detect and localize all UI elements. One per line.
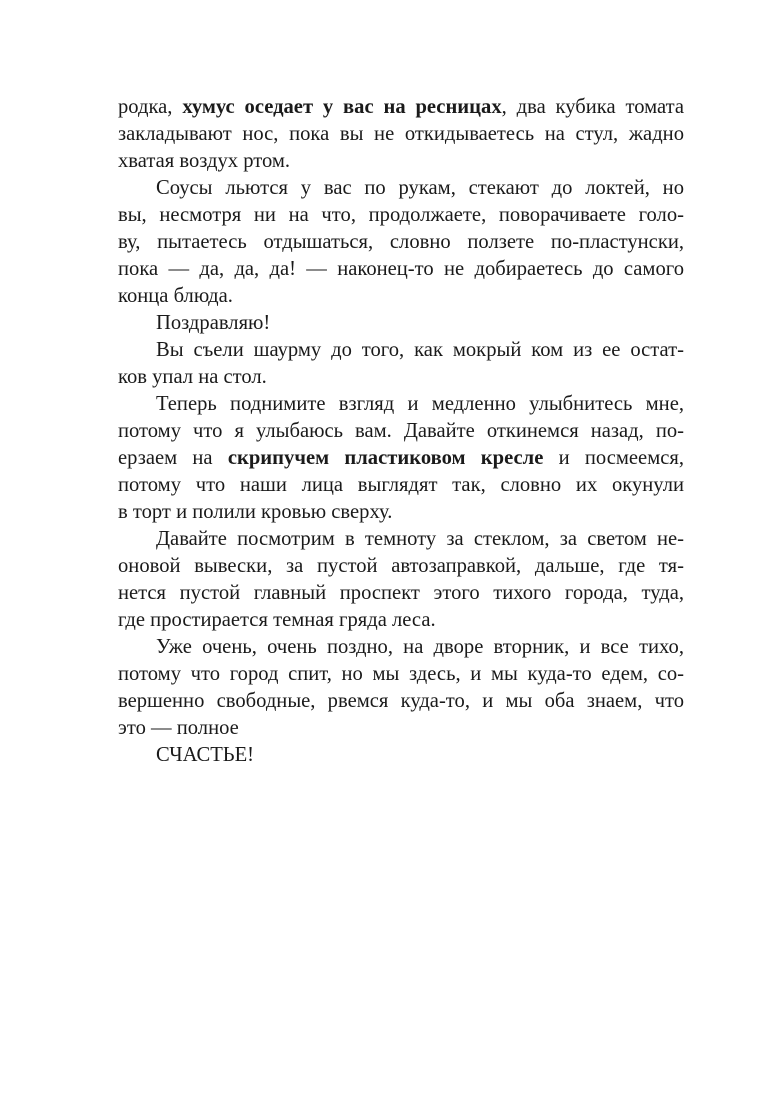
text-line-p1-l2 — [118, 121, 684, 148]
text-segment: Давайте посмотрим в темноту за стеклом, за светом не- — [156, 528, 684, 550]
text-segment: где простирается темная гряда леса. — [118, 609, 436, 631]
text-line-p2-l2 — [118, 202, 684, 229]
text-line-p2-l3 — [118, 229, 684, 256]
text-line-p7-l2 — [118, 661, 684, 688]
text-segment: вы, несмотря ни на что, продолжаете, поворачиваете голо- — [118, 204, 684, 226]
body-text — [118, 94, 684, 769]
text-segment: Теперь поднимите взгляд и медленно улыбнитесь мне, — [156, 393, 684, 415]
text-line-p2-l5 — [118, 283, 684, 310]
text-segment: , два кубика томата — [501, 96, 684, 118]
text-segment: потому что город спит, но мы здесь, и мы куда-то едем, со- — [118, 663, 684, 685]
text-segment: родка, — [118, 96, 183, 118]
text-line-p5-l1 — [118, 391, 684, 418]
text-line-p7-l4 — [118, 715, 684, 742]
text-segment: пока — да, да, да! — наконец-то не добираетесь до самого — [118, 258, 684, 280]
text-segment: Соусы льются у вас по рукам, стекают до локтей, но — [156, 177, 684, 199]
bold-phrase: хумус оседает у вас на ресницах — [182, 96, 502, 118]
text-segment: Поздравляю! — [156, 312, 271, 334]
text-segment: оновой вывески, за пустой автозаправкой, дальше, где тя- — [118, 555, 684, 577]
text-segment: СЧАСТЬЕ! — [156, 744, 255, 766]
text-line-p5-l2 — [118, 418, 684, 445]
text-segment: Вы съели шаурму до того, как мокрый ком из ее остат- — [156, 339, 684, 361]
text-segment: это — полное — [118, 717, 239, 739]
text-line-p6-l4 — [118, 607, 684, 634]
text-segment: ерзаем на — [118, 447, 228, 469]
text-segment: хватая воздух ртом. — [118, 150, 291, 172]
text-line-p2-l1 — [118, 175, 684, 202]
text-segment: и посмеемся, — [543, 447, 684, 469]
text-segment: в торт и полили кровью сверху. — [118, 501, 393, 523]
text-line-p7-l1 — [118, 634, 684, 661]
text-line-p4-l2 — [118, 364, 684, 391]
text-line-p1-l3 — [118, 148, 684, 175]
text-segment: нется пустой главный проспект этого тихого города, туда, — [118, 582, 684, 604]
text-line-p1-l1 — [118, 94, 684, 121]
text-segment: закладывают нос, пока вы не откидываетесь на стул, жадно — [118, 123, 684, 145]
text-line-p3-l1 — [118, 310, 684, 337]
bold-phrase: скрипучем пластиковом кресле — [227, 447, 544, 469]
text-line-p2-l4 — [118, 256, 684, 283]
text-segment: Уже очень, очень поздно, на дворе вторник, и все тихо, — [156, 636, 684, 658]
text-segment: вершенно свободные, рвемся куда-то, и мы оба знаем, что — [118, 690, 684, 712]
text-segment: ву, пытаетесь отдышаться, словно ползете по-пластунски, — [118, 231, 684, 253]
text-line-p7-l3 — [118, 688, 684, 715]
text-line-p5-l5 — [118, 499, 684, 526]
text-line-p4-l1 — [118, 337, 684, 364]
text-line-p5-l3 — [118, 445, 684, 472]
text-segment: потому что я улыбаюсь вам. Давайте откинемся назад, по- — [118, 420, 684, 442]
text-line-p6-l1 — [118, 526, 684, 553]
text-line-p5-l4 — [118, 472, 684, 499]
text-segment: ков упал на стол. — [118, 366, 267, 388]
text-line-p6-l2 — [118, 553, 684, 580]
text-line-p6-l3 — [118, 580, 684, 607]
text-line-p8-l1 — [118, 742, 684, 769]
text-segment: потому что наши лица выглядят так, словно их окунули — [118, 474, 684, 496]
text-segment: конца блюда. — [118, 285, 233, 307]
